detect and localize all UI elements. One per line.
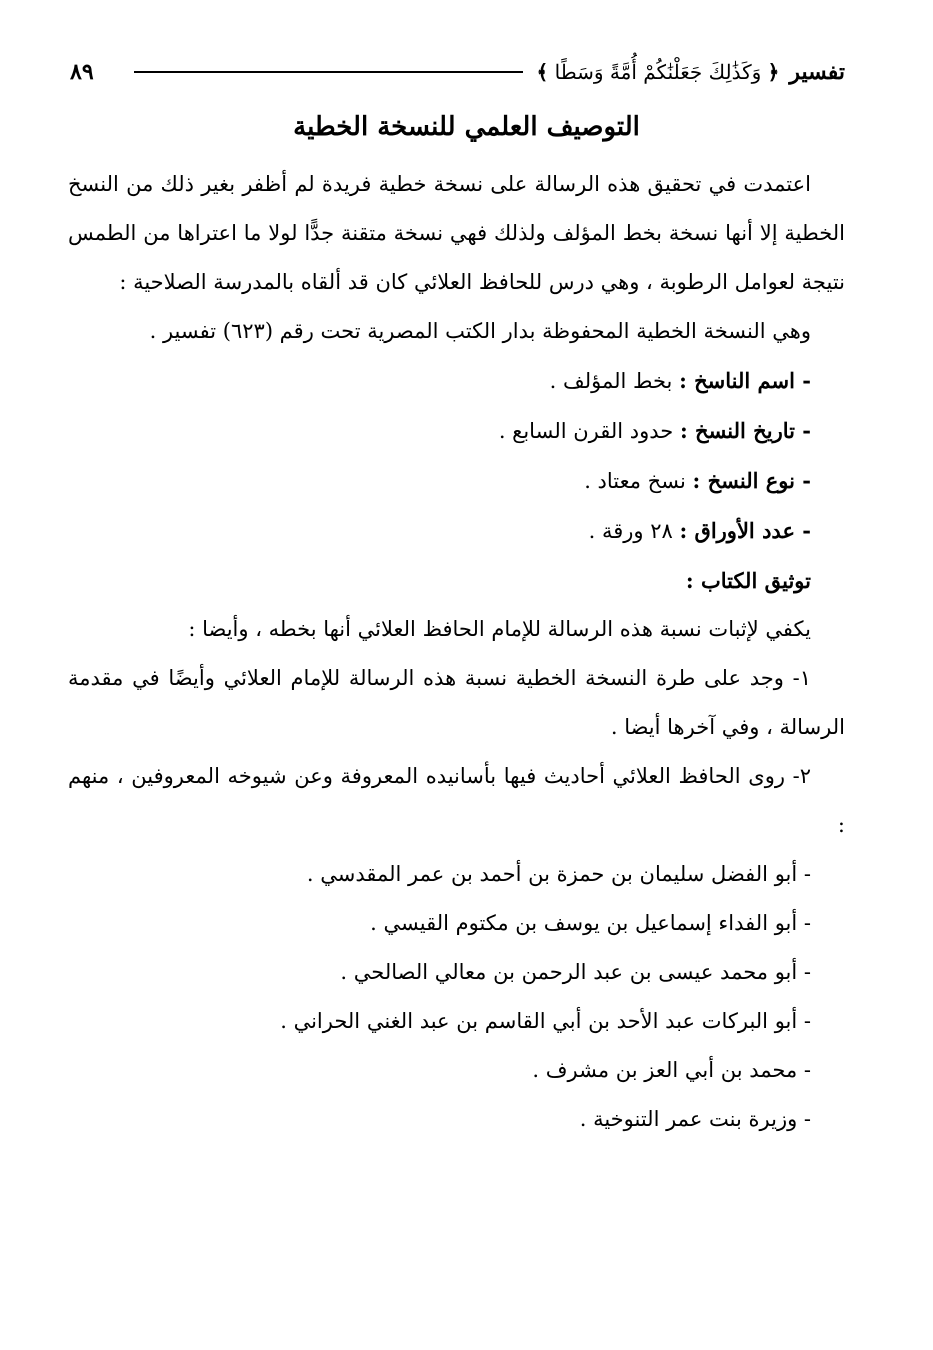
attestation-intro: يكفي لإثبات نسبة هذه الرسالة للإمام الحافظ العلائي أنها بخطه ، وأيضا : <box>188 617 811 641</box>
list-item: - أبو محمد عيسى بن عبد الرحمن بن معالي الصالحي . <box>340 960 811 984</box>
detail-copyist <box>68 356 845 406</box>
detail-value: ٢٨ ورقة . <box>588 519 673 543</box>
detail-script-type <box>68 456 845 506</box>
verse-text: وَكَذَٰلِكَ جَعَلْنَٰكُمْ أُمَّةً وَسَطًا <box>554 60 762 84</box>
detail-label: - عدد الأوراق : <box>679 518 811 543</box>
detail-folio-count <box>68 506 845 556</box>
header-verse <box>537 60 780 84</box>
list-item: - أبو الفداء إسماعيل بن يوسف بن مكتوم القيسي . <box>370 911 811 935</box>
detail-copy-date <box>68 406 845 456</box>
detail-value: بخط المؤلف . <box>549 369 673 393</box>
detail-value: حدود القرن السابع . <box>498 419 674 443</box>
attestation-point-1: ١- وجد على طرة النسخة الخطية نسبة هذه الرسالة للإمام العلائي وأيضًا في مقدمة الرسالة ، وفي آخرها أيضا . <box>68 666 845 739</box>
header-rule <box>134 71 523 73</box>
list-item: - محمد بن أبي العز بن مشرف . <box>532 1058 811 1082</box>
detail-label: - تاريخ النسخ : <box>679 418 811 443</box>
verse-close-bracket: ﴾ <box>536 60 549 84</box>
list-item: - أبو البركات عبد الأحد بن أبي القاسم بن عبد الغني الحراني . <box>280 1009 811 1033</box>
list-item: - وزيرة بنت عمر التنوخية . <box>579 1107 811 1131</box>
page-number: ٨٩ <box>70 59 94 85</box>
teachers-list <box>68 850 845 1144</box>
manuscript-location: وهي النسخة الخطية المحفوظة بدار الكتب المصرية تحت رقم (٦٢٣) تفسير . <box>149 319 811 343</box>
verse-open-bracket: ﴿ <box>767 60 780 84</box>
header-title: تفسير <box>789 59 845 85</box>
running-header <box>70 50 845 94</box>
intro-paragraph: اعتمدت في تحقيق هذه الرسالة على نسخة خطية فريدة لم أظفر بغير ذلك من النسخ الخطية إلا أنها نسخة بخط المؤلف ولذلك فهي نسخة متقنة جدًّا لولا ما اعتراها من الطمس نتيجة لعوامل الرطوبة ، وهي درس للحافظ العلائي كان قد ألقاه بالمدرسة الصلاحية : <box>68 172 845 294</box>
detail-label: - نوع النسخ : <box>692 468 811 493</box>
detail-label: - اسم الناسخ : <box>679 368 811 393</box>
attestation-heading: توثيق الكتاب : <box>685 568 811 593</box>
attestation-point-2: ٢- روى الحافظ العلائي أحاديث فيها بأسانيده المعروفة وعن شيوخه المعروفين ، منهم : <box>68 764 845 837</box>
list-item: - أبو الفضل سليمان بن حمزة بن أحمد بن عمر المقدسي . <box>306 862 811 886</box>
detail-value: نسخ معتاد . <box>584 469 686 493</box>
section-title: التوصيف العلمي للنسخة الخطية <box>293 112 640 142</box>
body-text <box>68 160 845 1144</box>
